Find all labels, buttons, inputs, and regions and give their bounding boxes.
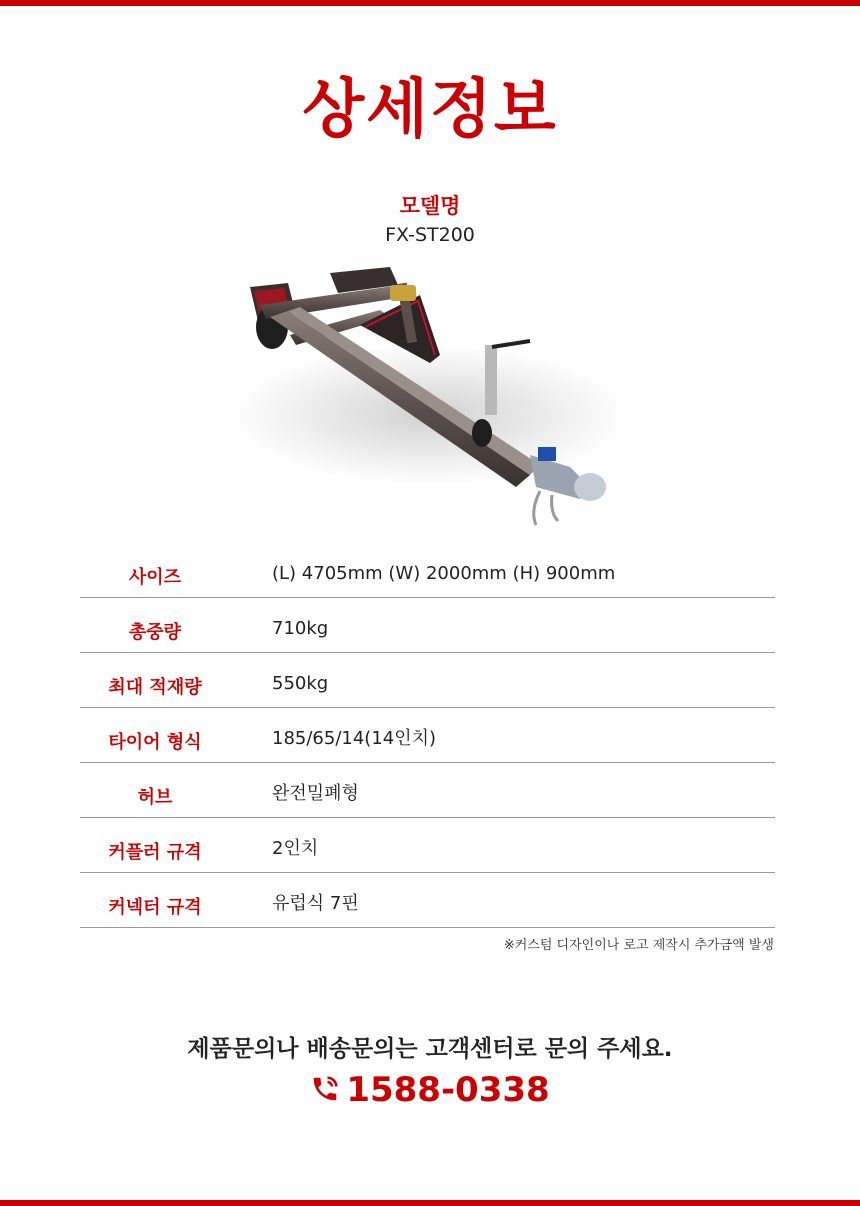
spec-value: 710kg bbox=[272, 618, 329, 639]
phone-number[interactable] bbox=[0, 1068, 860, 1112]
spec-row-size bbox=[80, 543, 775, 598]
spec-key: 커넥터 규격 bbox=[108, 897, 202, 918]
phone-number-text: 1588-0338 bbox=[346, 1070, 550, 1110]
top-accent-bar bbox=[0, 0, 860, 6]
spec-row-max-load bbox=[80, 653, 775, 708]
model-value: FX-ST200 bbox=[385, 224, 475, 246]
spec-key: 사이즈 bbox=[128, 567, 182, 588]
spec-value: 185/65/14(14인치) bbox=[272, 728, 437, 749]
spec-value: 완전밀폐형 bbox=[272, 783, 359, 804]
spec-value: (L) 4705mm (W) 2000mm (H) 900mm bbox=[272, 563, 616, 584]
boat-trailer-photo bbox=[230, 255, 630, 535]
custom-design-note: ※커스텀 디자인이나 로고 제작시 추가금액 발생 bbox=[503, 938, 774, 953]
inquiry-message: 제품문의나 배송문의는 고객센터로 문의 주세요. bbox=[187, 1036, 673, 1062]
spec-row-connector bbox=[80, 873, 775, 928]
spec-value: 550kg bbox=[272, 673, 329, 694]
spec-row-coupler bbox=[80, 818, 775, 873]
spec-value: 유럽식 7핀 bbox=[272, 893, 359, 914]
bottom-accent-bar bbox=[0, 1200, 860, 1206]
spec-value: 2인치 bbox=[272, 838, 319, 859]
spec-key: 허브 bbox=[137, 787, 173, 808]
spec-key: 커플러 규격 bbox=[108, 842, 202, 863]
page-title: 상세정보 bbox=[302, 73, 558, 147]
spec-key: 최대 적재량 bbox=[108, 677, 202, 698]
spec-key: 타이어 형식 bbox=[108, 732, 202, 753]
phone-icon bbox=[310, 1074, 340, 1104]
spec-key: 총중량 bbox=[128, 622, 182, 643]
model-label: 모델명 bbox=[399, 194, 461, 218]
spec-row-hub bbox=[80, 763, 775, 818]
spec-row-gross-weight bbox=[80, 598, 775, 653]
spec-row-tire bbox=[80, 708, 775, 763]
spec-table bbox=[80, 543, 775, 928]
